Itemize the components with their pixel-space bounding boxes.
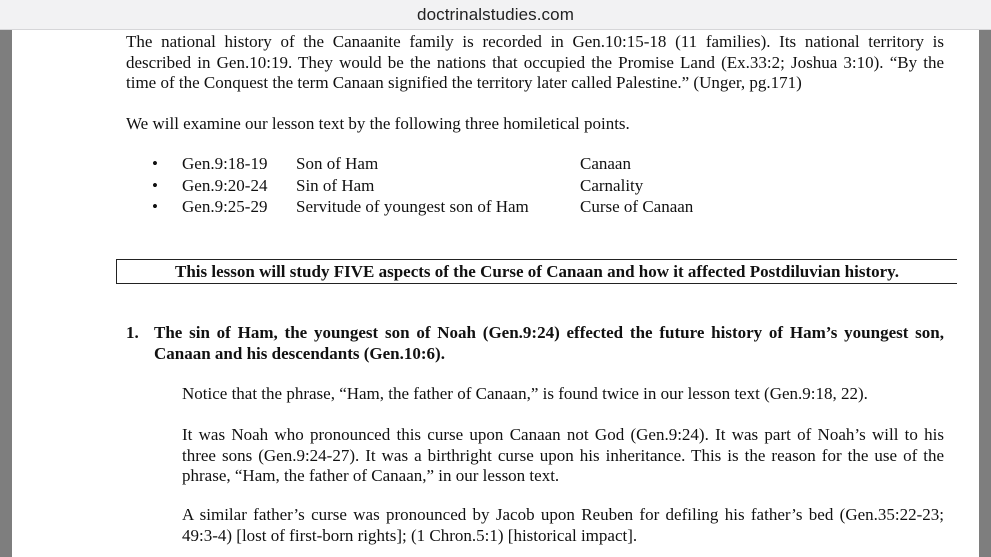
left-gutter: [0, 30, 12, 557]
right-gutter: [979, 30, 991, 557]
point-reference: Gen.9:18-19: [182, 154, 268, 173]
section-heading-line: Canaan and his descendants (Gen.10:6).: [154, 343, 445, 363]
intro-paragraph: [126, 32, 944, 94]
summary-box: This lesson will study FIVE aspects of the Curse of Canaan and how it affected Postdiluvian history.: [116, 259, 957, 284]
jacob-line: A similar father’s curse was pronounced by Jacob upon Reuben for defiling his father’s bed (Gen.35:22-23;: [182, 505, 944, 524]
jacob-paragraph: [182, 505, 944, 546]
url-text: doctrinalstudies.com: [417, 4, 574, 24]
intro-line: described in Gen.10:19. They would be the nations that occupied the Promise Land (Ex.33:2; Joshua 3:10). “By the: [126, 52, 944, 72]
section-number: 1.: [126, 323, 139, 342]
noah-paragraph: [182, 425, 944, 487]
point-subject: Son of Ham: [296, 154, 379, 173]
point-result: Curse of Canaan: [580, 197, 694, 216]
noah-line: three sons (Gen.9:24-27). It was a birthright curse upon his inheritance. This is the reason for the use of the: [182, 445, 944, 465]
point-subject: Servitude of youngest son of Ham: [296, 197, 529, 216]
intro-line: The national history of the Canaanite family is recorded in Gen.10:15-18 (11 families). Its national territory is: [126, 32, 944, 51]
document-page: [12, 30, 979, 557]
point-subject: Sin of Ham: [296, 175, 375, 195]
notice-paragraph: Notice that the phrase, “Ham, the father of Canaan,” is found twice in our lesson text (Gen.9:18, 22).: [182, 384, 868, 403]
noah-line: phrase, “Ham, the father of Canaan,” in our lesson text.: [182, 466, 560, 485]
homiletical-intro: We will examine our lesson text by the following three homiletical points.: [126, 114, 630, 133]
bullet-icon: •: [152, 197, 158, 216]
point-result: Carnality: [580, 175, 644, 195]
bullet-icon: •: [152, 175, 158, 195]
section-heading-1: [126, 323, 944, 364]
noah-line: It was Noah who pronounced this curse upon Canaan not God (Gen.9:24). It was part of Noah’s will to his: [182, 425, 944, 444]
point-result: Canaan: [580, 154, 631, 173]
point-reference: Gen.9:25-29: [182, 197, 268, 216]
bullet-icon: •: [152, 154, 158, 173]
browser-address-bar[interactable]: [0, 0, 991, 30]
section-heading-line: The sin of Ham, the youngest son of Noah (Gen.9:24) effected the future history of Ham’s youngest son,: [154, 323, 944, 342]
intro-line: time of the Conquest the term Canaan signified the territory later called Palestine.” (Unger, pg.171): [126, 73, 802, 92]
jacob-line: 49:3-4) [lost of first-born rights]; (1 Chron.5:1) [historical impact].: [182, 525, 638, 545]
point-reference: Gen.9:20-24: [182, 175, 268, 195]
